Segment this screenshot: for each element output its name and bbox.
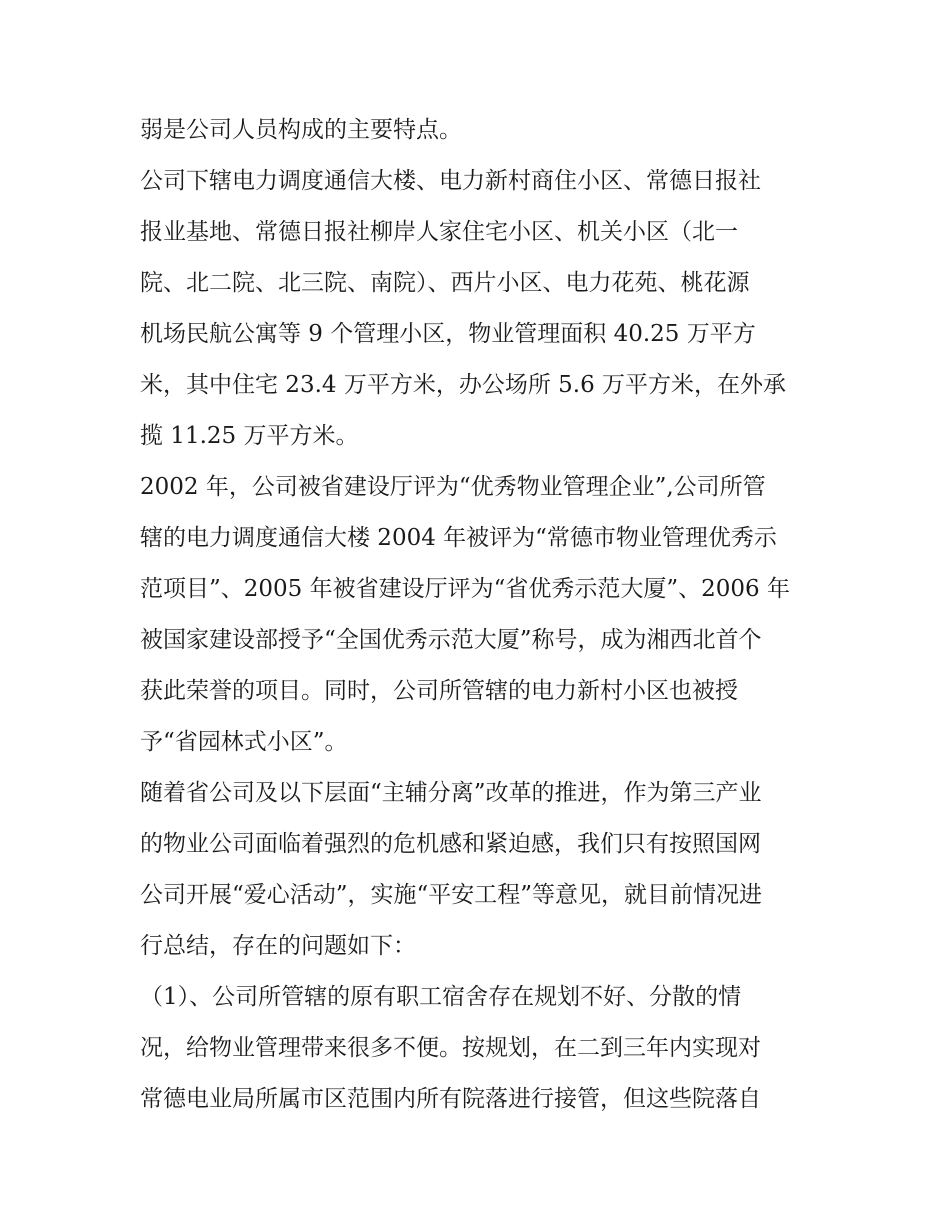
text-line: 的物业公司面临着强烈的危机感和紧迫感，我们只有按照国网 xyxy=(140,831,761,857)
text-line: 予“省园林式小区”。 xyxy=(140,729,348,755)
text-line: 随着省公司及以下层面“主辅分离”改革的推进，作为第三产业 xyxy=(140,780,762,806)
text-line: 辖的电力调度通信大楼 2004 年被评为“常德市物业管理优秀示 xyxy=(140,525,777,551)
text-line: 获此荣誉的项目。同时，公司所管辖的电力新村小区也被授 xyxy=(140,678,738,704)
text-line: 范项目”、2005 年被省建设厅评为“省优秀示范大厦”、2006 年 xyxy=(140,576,790,602)
text-line: 行总结，存在的问题如下： xyxy=(140,933,416,959)
text-line: 弱是公司人员构成的主要特点。 xyxy=(140,117,462,143)
text-line: 报业基地、常德日报社柳岸人家住宅小区、机关小区（北一 xyxy=(140,219,738,245)
text-line: 公司开展“爱心活动”，实施“平安工程”等意见，就目前情况进 xyxy=(140,882,763,908)
text-line: （1）、公司所管辖的原有职工宿舍存在规划不好、分散的情 xyxy=(140,984,742,1010)
text-line: 公司下辖电力调度通信大楼、电力新村商住小区、常德日报社 xyxy=(140,168,761,194)
text-line: 被国家建设部授予“全国优秀示范大厦”称号，成为湘西北首个 xyxy=(140,627,762,653)
text-line: 院、北二院、北三院、南院）、西片小区、电力花苑、桃花源 xyxy=(140,270,750,296)
text-line: 况，给物业管理带来很多不便。按规划，在二到三年内实现对 xyxy=(140,1035,761,1061)
text-line: 米，其中住宅 23.4 万平方米，办公场所 5.6 万平方米，在外承 xyxy=(140,372,787,398)
text-line: 常德电业局所属市区范围内所有院落进行接管，但这些院落自 xyxy=(140,1086,761,1112)
text-line: 机场民航公寓等 9 个管理小区，物业管理面积 40.25 万平方 xyxy=(140,321,756,347)
text-line: 2002 年，公司被省建设厅评为“优秀物业管理企业”,公司所管 xyxy=(140,474,766,500)
text-line: 揽 11.25 万平方米。 xyxy=(140,423,359,449)
body-text xyxy=(140,105,820,1125)
